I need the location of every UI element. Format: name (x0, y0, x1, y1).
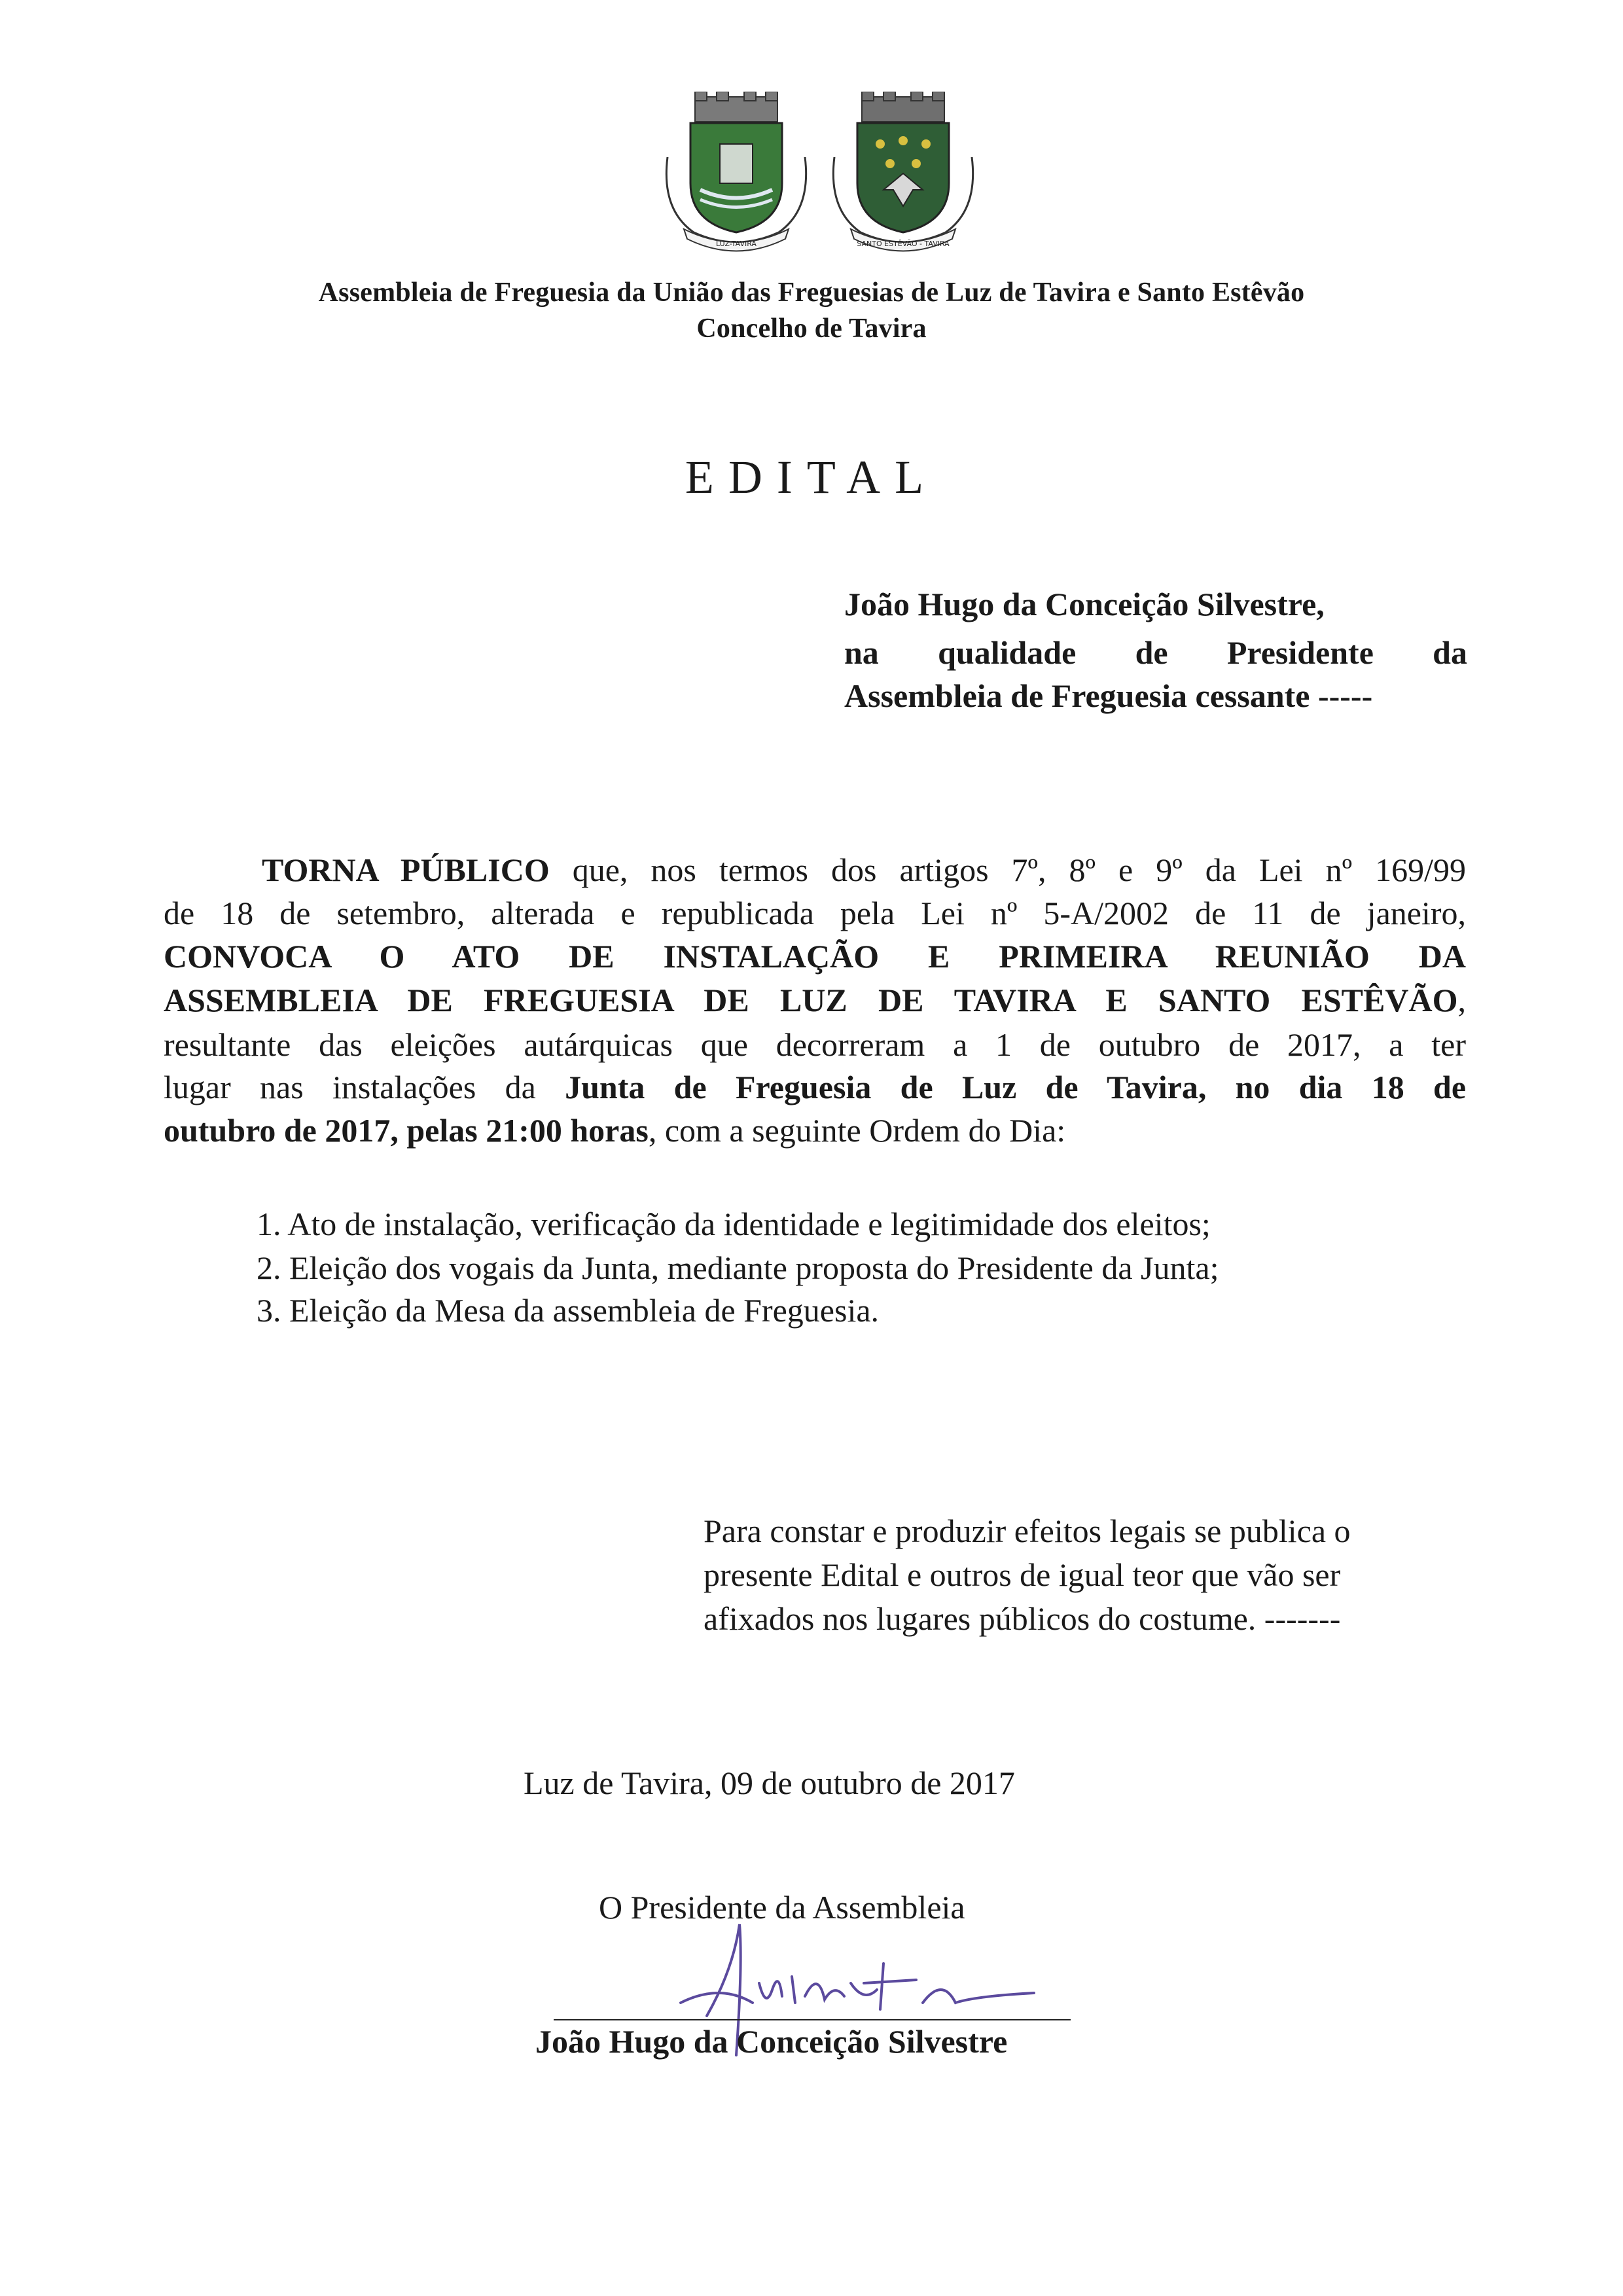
crests (654, 92, 982, 255)
body-line-6-pre: lugar nas instalações da (164, 1069, 565, 1105)
body-line-3: CONVOCA O ATO DE INSTALAÇÃO E PRIMEIRA REUNIÃO DA (164, 938, 1466, 975)
signature-line (554, 2019, 1071, 2020)
author-line-3: Assembleia de Freguesia cessante ----- (844, 677, 1373, 714)
body-line-6 (164, 1068, 1466, 1106)
closing-line-2: presente Edital e outros de igual teor que vão ser (704, 1556, 1341, 1593)
agenda-item-1: 1. Ato de instalação, verificação da identidade e legitimidade dos eleitos; (257, 1206, 1211, 1242)
body-line-1-rest: que, nos termos dos artigos 7º, 8º e 9º da Lei nº 169/99 (549, 852, 1466, 888)
agenda-item-3: 3. Eleição da Mesa da assembleia de Freguesia. (257, 1292, 880, 1329)
body-line-5: resultante das eleições autárquicas que decorreram a 1 de outubro de 2017, a ter (164, 1026, 1466, 1063)
signatory-role: O Presidente da Assembleia (599, 1889, 965, 1926)
luz-de-tavira-crest-icon (654, 92, 818, 255)
agenda-item-2: 2. Eleição dos vogais da Junta, mediante proposta do Presidente da Junta; (257, 1249, 1219, 1286)
closing-line-1: Para constar e produzir efeitos legais se publica o (704, 1513, 1351, 1549)
closing-line-3: afixados nos lugares públicos do costume. ------- (704, 1600, 1341, 1637)
body-line-6-bold: Junta de Freguesia de Luz de Tavira, no dia 18 de (565, 1069, 1467, 1105)
body-line-1 (262, 851, 1466, 889)
author-line-2: na qualidade de Presidente da (844, 634, 1467, 671)
body-line-7-bold: outubro de 2017, pelas 21:00 horas (164, 1112, 649, 1149)
body-line-2: de 18 de setembro, alterada e republicada pela Lei nº 5-A/2002 de 11 de janeiro, (164, 895, 1466, 931)
body-line-4 (164, 981, 1466, 1019)
signatory-name: João Hugo da Conceição Silvestre (535, 2023, 1008, 2060)
svg-text:SANTO ESTÊVÃO - TAVIRA: SANTO ESTÊVÃO - TAVIRA (857, 240, 950, 248)
torna-publico: TORNA PÚBLICO (262, 852, 550, 888)
santo-estevao-crest-icon (821, 92, 985, 255)
body-line-4-rest: , (1457, 982, 1466, 1018)
body-line-7 (164, 1111, 1466, 1149)
document-title: EDITAL (685, 451, 938, 503)
body-line-4-bold: ASSEMBLEIA DE FREGUESIA DE LUZ DE TAVIRA E SANTO ESTÊVÃO (164, 982, 1458, 1018)
place-and-date: Luz de Tavira, 09 de outubro de 2017 (524, 1765, 1015, 1801)
body-line-7-rest: , com a seguinte Ordem do Dia: (648, 1112, 1066, 1149)
header-assembly-name: Assembleia de Freguesia da União das Freguesias de Luz de Tavira e Santo Estêvão (318, 278, 1305, 308)
author-line-1: João Hugo da Conceição Silvestre, (844, 586, 1325, 622)
svg-text:LUZ-TAVIRA: LUZ-TAVIRA (716, 240, 757, 248)
header-municipality: Concelho de Tavira (696, 314, 927, 344)
